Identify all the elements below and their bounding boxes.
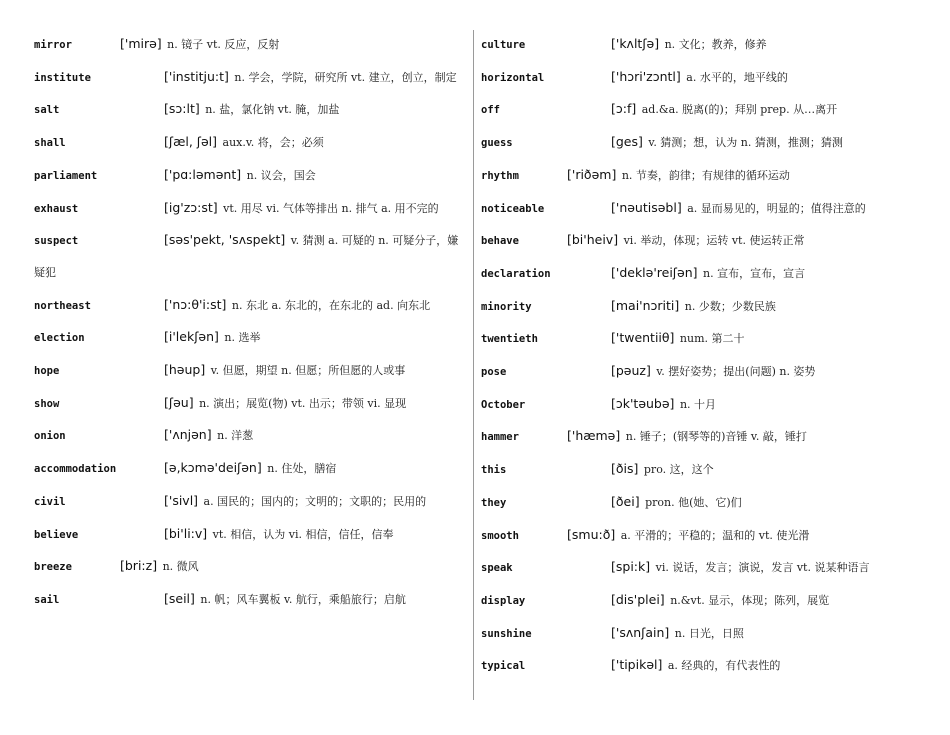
vocab-word: hammer [481, 431, 519, 444]
vocab-entry [34, 485, 466, 518]
vocab-definition: n. 议会，国会 [246, 168, 316, 182]
vocab-phonetic: [ðei] [611, 493, 640, 509]
vocab-phonetic: [seil] [164, 590, 195, 606]
vocab-phonetic: ['pɑ:ləmənt] [164, 166, 242, 182]
vocab-phonetic: [ʃæl, ʃəl] [164, 134, 218, 150]
vocab-entry [34, 419, 466, 452]
vocab-definition: n. 微风 [162, 560, 199, 574]
vocab-entry [481, 453, 921, 486]
vocab-phonetic: ['deklə'reiʃən] [611, 264, 698, 280]
vocab-definition: n. 住处，膳宿 [267, 462, 337, 476]
vocab-definition: n. 洋葱 [217, 429, 254, 443]
vocab-word: October [481, 398, 526, 411]
vocab-phonetic: [dis'plei] [611, 591, 665, 607]
vocab-definition: a. 显而易见的，明显的；值得注意的 [687, 201, 866, 215]
vocab-entry [34, 354, 466, 387]
vocab-phonetic: ['nɔ:θ'i:st] [164, 296, 227, 312]
vocab-entry [481, 257, 921, 290]
vocab-definition: a. 平滑的；平稳的；温和的 vt. 使光滑 [620, 528, 810, 542]
vocab-word: horizontal [481, 71, 545, 84]
vocab-definition: vi. 说话，发言；演说，发言 vt. 说某种语言 [655, 561, 870, 575]
vocab-entry [481, 355, 921, 388]
vocab-phonetic: [sɔ:lt] [164, 101, 200, 117]
vocab-definition: vt. 用尽 vi. 气体等排出 n. 排气 a. 用不完的 [223, 201, 439, 215]
vocab-entry [481, 388, 921, 421]
vocab-word: guess [481, 137, 513, 150]
vocab-definition: v. 猜测 a. 可疑的 n. 可疑分子，嫌疑犯 [34, 234, 459, 279]
vocab-definition: n. 节奏，韵律；有规律的循环运动 [621, 168, 790, 182]
vocab-entry [481, 617, 921, 650]
vocab-phonetic: ['riðəm] [567, 166, 617, 182]
vocab-entry [34, 93, 466, 126]
vocab-word: behave [481, 235, 519, 248]
vocab-definition: n. 少数；少数民族 [684, 299, 776, 313]
vocab-definition: n. 盐，氯化钠 vt. 腌，加盐 [205, 103, 340, 117]
vocab-phonetic: [mai'nɔriti] [611, 297, 680, 313]
vocab-word: declaration [481, 267, 551, 280]
right-vocab-column [481, 28, 921, 682]
vocab-entry [481, 159, 921, 192]
vocab-phonetic: [bi'li:v] [164, 525, 208, 541]
vocab-word: they [481, 496, 507, 509]
vocab-word: hope [34, 365, 60, 378]
vocab-word: this [481, 464, 507, 477]
vocab-definition: n. 演出；展览(物) vt. 出示；带领 vi. 显现 [199, 396, 407, 410]
vocab-definition: a. 水平的，地平线的 [686, 70, 788, 84]
vocab-definition: n. 选举 [224, 331, 261, 345]
vocab-entry [481, 290, 921, 323]
left-vocab-column [34, 28, 466, 616]
vocab-phonetic: [ðis] [611, 461, 639, 477]
vocab-phonetic: ['hæmə] [567, 428, 621, 444]
vocab-word: breeze [34, 561, 72, 574]
vocab-definition: num. 第二十 [679, 332, 745, 346]
vocab-word: civil [34, 495, 66, 508]
vocab-definition: n. 学会，学院，研究所 vt. 建立，创立，制定 [234, 70, 457, 84]
vocab-word: minority [481, 300, 532, 313]
vocab-entry [34, 61, 466, 94]
vocab-word: election [34, 332, 85, 345]
vocab-entry [481, 61, 921, 94]
vocab-definition: v. 猜测；想，认为 n. 猜测，推测；猜测 [648, 136, 843, 150]
vocab-definition: n.&vt. 显示，体现；陈列，展览 [670, 593, 830, 607]
vocab-word: off [481, 104, 500, 117]
vocab-entry [34, 518, 466, 551]
vocab-definition: n. 镜子 vt. 反应，反射 [167, 38, 280, 51]
vocab-word: rhythm [481, 169, 519, 182]
vocab-word: institute [34, 71, 91, 84]
vocab-definition: v. 摆好姿势；提出(问题) n. 姿势 [656, 365, 816, 379]
vocab-phonetic: [ɔ:f] [611, 101, 637, 117]
vocab-phonetic: ['kʌltʃə] [611, 36, 660, 51]
vocab-entry [481, 584, 921, 617]
vocab-word: pose [481, 366, 507, 379]
vocab-entry [34, 583, 466, 616]
vocab-word: sail [34, 593, 60, 606]
vocab-word: suspect [34, 235, 79, 248]
vocab-definition: pron. 他(她、它)们 [645, 495, 742, 509]
vocab-word: smooth [481, 529, 519, 542]
vocab-definition: n. 帆；风车翼板 v. 航行，乘船旅行；启航 [200, 592, 406, 606]
vocab-entry [34, 192, 466, 225]
vocab-definition: n. 宣布，宣布，宣言 [703, 266, 806, 280]
vocab-definition: n. 文化；教养，修养 [664, 38, 767, 51]
vocab-entry [481, 420, 921, 453]
vocab-phonetic: [pəuz] [611, 363, 651, 379]
vocab-phonetic: ['ʌnjən] [164, 427, 212, 443]
vocab-word: speak [481, 562, 513, 575]
vocab-definition: vt. 相信，认为 vi. 相信，信任，信奉 [212, 527, 394, 541]
vocab-definition: aux.v. 将，会；必须 [222, 136, 324, 150]
vocab-entry [481, 224, 921, 257]
vocab-word: accommodation [34, 463, 117, 476]
vocab-word: twentieth [481, 333, 538, 346]
vocab-word: northeast [34, 299, 91, 312]
vocab-word: display [481, 594, 526, 607]
vocab-word: sunshine [481, 627, 532, 640]
vocab-entry [481, 192, 921, 225]
vocab-definition: n. 锤子；(钢琴等的)音锤 v. 敲，锤打 [625, 430, 807, 444]
vocab-word: parliament [34, 169, 98, 182]
vocab-phonetic: [ʃəu] [164, 394, 194, 410]
vocab-phonetic: ['tipikəl] [611, 657, 663, 673]
vocab-definition: a. 经典的，有代表性的 [667, 659, 781, 673]
vocab-definition: ad.&a. 脱离(的)；拜别 prep. 从…离开 [641, 103, 838, 117]
vocab-definition: vi. 举动，体现；运转 vt. 使运转正常 [623, 234, 805, 248]
vocab-phonetic: [bri:z] [120, 558, 158, 574]
vocab-phonetic: ['hɔri'zɔntl] [611, 68, 681, 84]
vocab-definition: v. 但愿，期望 n. 但愿；所但愿的人或事 [210, 364, 406, 378]
vocab-entry [481, 486, 921, 519]
vocab-definition: n. 日光，日照 [674, 626, 744, 640]
vocab-definition: n. 东北 a. 东北的，在东北的 ad. 向东北 [231, 298, 431, 312]
vocab-entry [34, 28, 466, 61]
vocab-entry [34, 321, 466, 354]
vocab-word: believe [34, 528, 79, 541]
vocab-phonetic: [ig'zɔ:st] [164, 199, 218, 215]
vocab-word: typical [481, 660, 526, 673]
vocab-entry [481, 322, 921, 355]
vocab-entry [34, 452, 466, 485]
vocab-phonetic: [ɔk'təubə] [611, 395, 675, 411]
vocab-phonetic: ['sivl] [164, 492, 199, 508]
vocab-phonetic: ['institju:t] [164, 68, 229, 84]
vocab-phonetic: [səs'pekt, 'sʌspekt] [164, 232, 286, 248]
vocab-word: mirror [34, 39, 72, 51]
vocab-definition: n. 十月 [679, 397, 717, 411]
vocab-word: show [34, 397, 60, 410]
vocab-phonetic: ['nəutisəbl] [611, 199, 682, 215]
vocab-entry [481, 551, 921, 584]
vocab-entry [481, 519, 921, 552]
vocab-entry [481, 93, 921, 126]
vocab-phonetic: [həup] [164, 362, 206, 378]
vocab-word: exhaust [34, 202, 79, 215]
vocab-word: noticeable [481, 202, 545, 215]
vocab-word: culture [481, 39, 526, 51]
vocab-phonetic: [bi'heiv] [567, 232, 619, 248]
vocab-entry [34, 126, 466, 159]
vocab-phonetic: [ges] [611, 134, 643, 150]
vocab-entry [34, 387, 466, 420]
vocab-entry [34, 224, 466, 288]
vocab-phonetic: ['sʌnʃain] [611, 624, 670, 640]
vocab-entry [481, 28, 921, 61]
vocab-definition: pro. 这，这个 [643, 463, 714, 477]
vocab-phonetic: [smu:ð] [567, 526, 616, 542]
vocab-word: shall [34, 137, 66, 150]
vocab-word: onion [34, 430, 66, 443]
vocab-entry [34, 159, 466, 192]
vocab-entry [481, 126, 921, 159]
vocab-definition: a. 国民的；国内的；文明的；文职的；民用的 [203, 494, 427, 508]
vocab-phonetic: ['twentiiθ] [611, 330, 675, 346]
vocab-word: salt [34, 104, 60, 117]
column-divider [473, 30, 474, 700]
vocab-phonetic: [spi:k] [611, 559, 651, 575]
vocab-entry [481, 649, 921, 682]
vocab-phonetic: [i'lekʃən] [164, 329, 219, 345]
vocab-entry [34, 550, 466, 583]
vocab-phonetic: [ə,kɔmə'deiʃən] [164, 460, 262, 476]
vocab-phonetic: ['mirə] [120, 36, 162, 51]
vocab-entry [34, 289, 466, 322]
